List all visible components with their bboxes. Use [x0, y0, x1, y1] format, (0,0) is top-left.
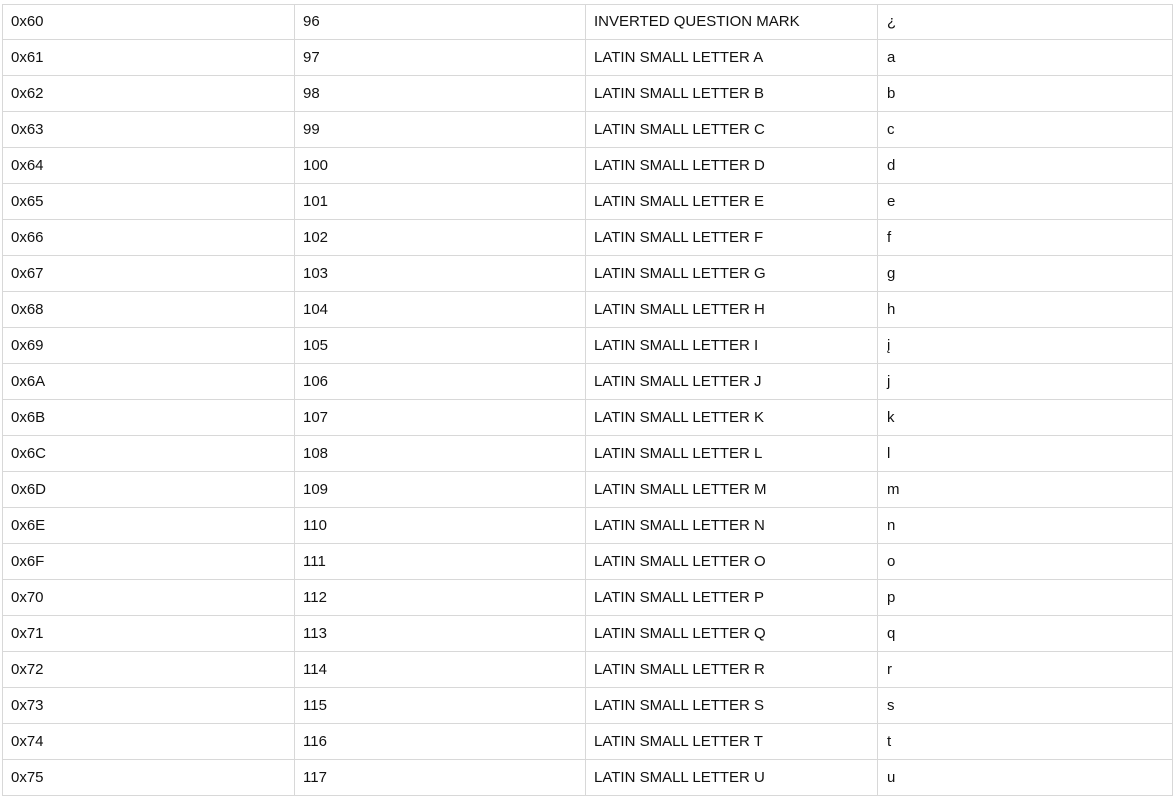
table-row [3, 256, 1173, 292]
character-name-cell: LATIN SMALL LETTER I [586, 328, 878, 364]
table-row [3, 112, 1173, 148]
character-name-cell: LATIN SMALL LETTER C [586, 112, 878, 148]
hex-code-cell: 0x72 [3, 652, 295, 688]
glyph-cell: c [878, 112, 1173, 148]
glyph-cell: g [878, 256, 1173, 292]
character-name-cell: LATIN SMALL LETTER A [586, 40, 878, 76]
decimal-code-cell: 97 [295, 40, 586, 76]
glyph-cell: o [878, 544, 1173, 580]
table-row [3, 652, 1173, 688]
character-name-cell: LATIN SMALL LETTER N [586, 508, 878, 544]
character-name-cell: LATIN SMALL LETTER E [586, 184, 878, 220]
glyph-cell: u [878, 760, 1173, 796]
table-row [3, 400, 1173, 436]
glyph-cell: j [878, 364, 1173, 400]
hex-code-cell: 0x6D [3, 472, 295, 508]
character-name-cell: LATIN SMALL LETTER D [586, 148, 878, 184]
glyph-cell: b [878, 76, 1173, 112]
character-name-cell: LATIN SMALL LETTER M [586, 472, 878, 508]
hex-code-cell: 0x67 [3, 256, 295, 292]
character-name-cell: LATIN SMALL LETTER H [586, 292, 878, 328]
decimal-code-cell: 106 [295, 364, 586, 400]
character-name-cell: LATIN SMALL LETTER O [586, 544, 878, 580]
glyph-cell: ¿ [878, 5, 1173, 40]
hex-code-cell: 0x64 [3, 148, 295, 184]
table-row [3, 616, 1173, 652]
decimal-code-cell: 113 [295, 616, 586, 652]
decimal-code-cell: 99 [295, 112, 586, 148]
hex-code-cell: 0x61 [3, 40, 295, 76]
decimal-code-cell: 96 [295, 5, 586, 40]
table-row [3, 508, 1173, 544]
decimal-code-cell: 104 [295, 292, 586, 328]
table-row [3, 544, 1173, 580]
hex-code-cell: 0x60 [3, 5, 295, 40]
hex-code-cell: 0x74 [3, 724, 295, 760]
table-row [3, 292, 1173, 328]
table-row [3, 436, 1173, 472]
decimal-code-cell: 108 [295, 436, 586, 472]
character-name-cell: LATIN SMALL LETTER Q [586, 616, 878, 652]
hex-code-cell: 0x69 [3, 328, 295, 364]
hex-code-cell: 0x68 [3, 292, 295, 328]
table-row [3, 328, 1173, 364]
character-name-cell: LATIN SMALL LETTER S [586, 688, 878, 724]
hex-code-cell: 0x65 [3, 184, 295, 220]
hex-code-cell: 0x6B [3, 400, 295, 436]
glyph-cell: f [878, 220, 1173, 256]
hex-code-cell: 0x6A [3, 364, 295, 400]
hex-code-cell: 0x6C [3, 436, 295, 472]
glyph-cell: į [878, 328, 1173, 364]
table-row [3, 760, 1173, 796]
glyph-cell: q [878, 616, 1173, 652]
hex-code-cell: 0x6E [3, 508, 295, 544]
table-row [3, 184, 1173, 220]
character-name-cell: LATIN SMALL LETTER P [586, 580, 878, 616]
glyph-cell: n [878, 508, 1173, 544]
decimal-code-cell: 98 [295, 76, 586, 112]
decimal-code-cell: 110 [295, 508, 586, 544]
character-name-cell: LATIN SMALL LETTER F [586, 220, 878, 256]
hex-code-cell: 0x73 [3, 688, 295, 724]
character-table-body [3, 5, 1173, 796]
table-row [3, 472, 1173, 508]
decimal-code-cell: 111 [295, 544, 586, 580]
glyph-cell: p [878, 580, 1173, 616]
character-name-cell: LATIN SMALL LETTER T [586, 724, 878, 760]
table-row [3, 688, 1173, 724]
hex-code-cell: 0x62 [3, 76, 295, 112]
decimal-code-cell: 114 [295, 652, 586, 688]
decimal-code-cell: 105 [295, 328, 586, 364]
table-row [3, 364, 1173, 400]
character-name-cell: INVERTED QUESTION MARK [586, 5, 878, 40]
character-name-cell: LATIN SMALL LETTER K [586, 400, 878, 436]
decimal-code-cell: 101 [295, 184, 586, 220]
decimal-code-cell: 115 [295, 688, 586, 724]
decimal-code-cell: 109 [295, 472, 586, 508]
decimal-code-cell: 102 [295, 220, 586, 256]
hex-code-cell: 0x63 [3, 112, 295, 148]
decimal-code-cell: 116 [295, 724, 586, 760]
glyph-cell: d [878, 148, 1173, 184]
glyph-cell: s [878, 688, 1173, 724]
hex-code-cell: 0x6F [3, 544, 295, 580]
character-name-cell: LATIN SMALL LETTER U [586, 760, 878, 796]
table-row [3, 724, 1173, 760]
glyph-cell: l [878, 436, 1173, 472]
character-table [2, 4, 1173, 796]
hex-code-cell: 0x71 [3, 616, 295, 652]
decimal-code-cell: 107 [295, 400, 586, 436]
table-row [3, 40, 1173, 76]
glyph-cell: t [878, 724, 1173, 760]
decimal-code-cell: 117 [295, 760, 586, 796]
hex-code-cell: 0x70 [3, 580, 295, 616]
table-row [3, 5, 1173, 40]
glyph-cell: e [878, 184, 1173, 220]
character-name-cell: LATIN SMALL LETTER G [586, 256, 878, 292]
character-name-cell: LATIN SMALL LETTER J [586, 364, 878, 400]
hex-code-cell: 0x75 [3, 760, 295, 796]
character-name-cell: LATIN SMALL LETTER R [586, 652, 878, 688]
table-row [3, 580, 1173, 616]
glyph-cell: k [878, 400, 1173, 436]
character-name-cell: LATIN SMALL LETTER L [586, 436, 878, 472]
decimal-code-cell: 112 [295, 580, 586, 616]
decimal-code-cell: 103 [295, 256, 586, 292]
table-row [3, 76, 1173, 112]
table-row [3, 148, 1173, 184]
hex-code-cell: 0x66 [3, 220, 295, 256]
glyph-cell: r [878, 652, 1173, 688]
character-name-cell: LATIN SMALL LETTER B [586, 76, 878, 112]
glyph-cell: a [878, 40, 1173, 76]
character-table-container [2, 4, 1172, 796]
glyph-cell: h [878, 292, 1173, 328]
table-row [3, 220, 1173, 256]
decimal-code-cell: 100 [295, 148, 586, 184]
glyph-cell: m [878, 472, 1173, 508]
